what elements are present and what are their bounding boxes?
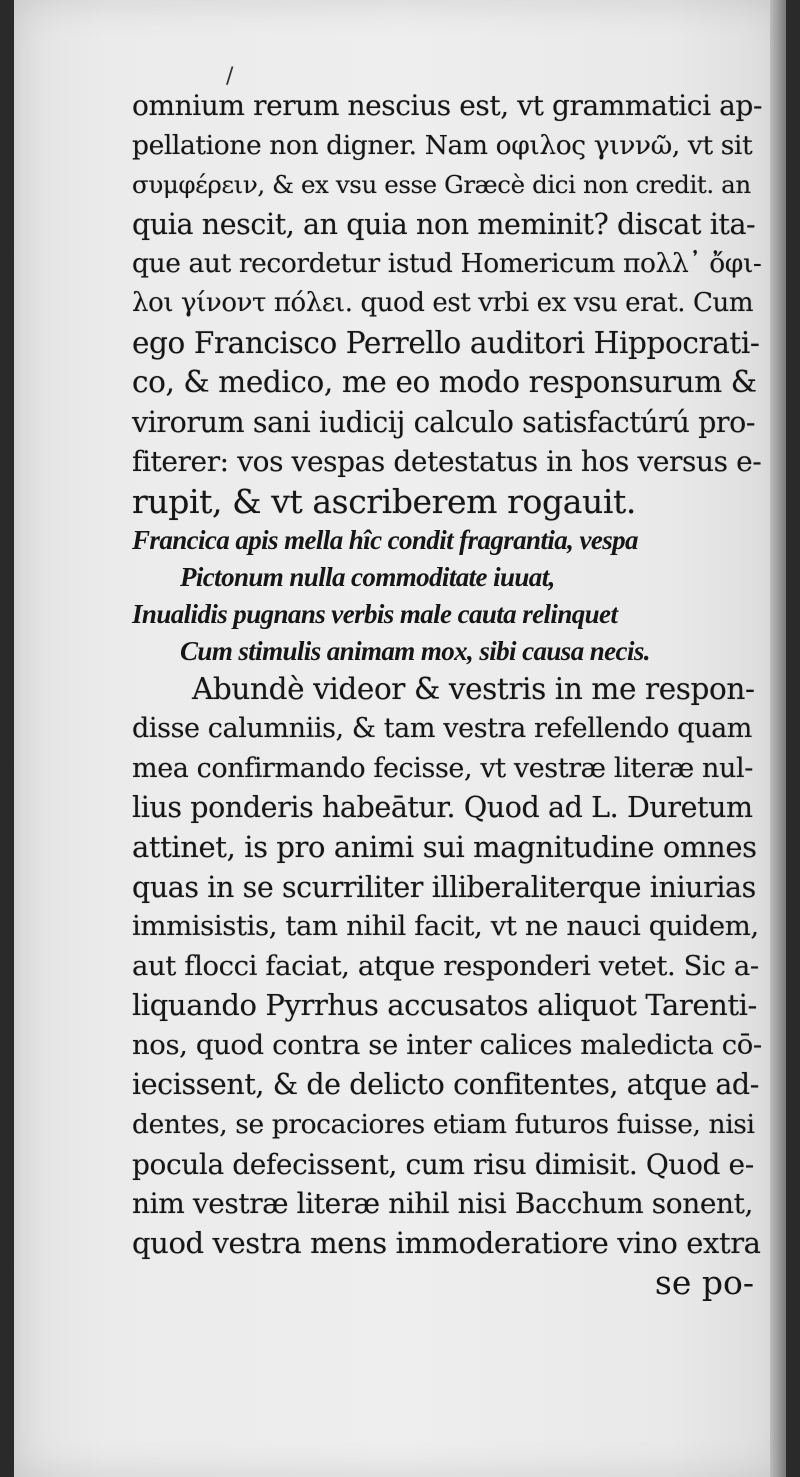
- text-line: aut flocci faciat, atque responderi vetet. Sic a-: [132, 949, 759, 982]
- verse-line: Cum stimulis animam mox, sibi causa necis.: [180, 635, 650, 666]
- text-line: λοι γίνοντ πόλει. quod est vrbi ex vsu erat. Cum: [132, 287, 754, 318]
- text-line: pocula defecissent, cum risu dimisit. Quod e-: [132, 1147, 754, 1181]
- text-line: que aut recordetur istud Homericum πολλ᾽ ὄφι-: [132, 248, 762, 280]
- text-line: ego Francisco Perrello auditori Hippocrati-: [132, 325, 760, 360]
- text-line: quod vestra mens immoderatiore vino extra: [132, 1225, 761, 1260]
- text-line: συμφέρειν, & ex vsu esse Græcè dici non credit. an: [132, 170, 751, 200]
- verse-line: Pictonum nulla commoditate iuuat,: [180, 561, 555, 592]
- text-line: iecissent, & de delicto confitentes, atque ad-: [132, 1068, 759, 1102]
- verse-block: [132, 522, 762, 670]
- page-mark: /: [226, 64, 234, 89]
- text-line: pellatione non digner. Nam οφιλος γιννῶ, vt sit: [132, 129, 753, 161]
- text-line: disse calumniis, & tam vestra refellendo quam: [132, 713, 752, 745]
- text-line: quas in se scurriliter illiberaliterque iniurias: [132, 870, 756, 904]
- text-line: rupit, & vt ascriberem rogauit.: [132, 481, 636, 521]
- text-line: virorum sani iudicij calculo satisfactúrú pro-: [132, 405, 756, 439]
- text-line: immisistis, tam nihil facit, vt ne nauci quidem,: [132, 910, 759, 943]
- verse-line: Inualidis pugnans verbis male cauta relinquet: [132, 598, 618, 629]
- text-line: nos, quod contra se inter calices maledicta cō-: [132, 1028, 762, 1061]
- text-line: lius ponderis habeātur. Quod ad L. Duretum: [132, 791, 753, 825]
- text-line: quia nescit, an quia non meminit? discat ita-: [132, 207, 756, 241]
- prose-block: [132, 86, 762, 522]
- text-line: attinet, is pro animi sui magnitudine omnes: [132, 829, 757, 864]
- closing-block: [132, 670, 762, 1264]
- text-line: mea confirmando fecisse, vt vestræ literæ nul-: [132, 752, 753, 784]
- text-line: fiterer: vos vespas detestatus in hos versus e-: [132, 445, 762, 479]
- verse-line: Francica apis mella hîc condit fragrantia, vespa: [132, 524, 638, 555]
- text-line: dentes, se procaciores etiam futuros fuisse, nisi: [132, 1109, 755, 1141]
- page-text: [132, 86, 762, 1303]
- text-line: omnium rerum nescius est, vt grammatici ap-: [132, 89, 762, 122]
- catchword: se po-: [654, 1263, 754, 1303]
- text-line: liquando Pyrrhus accusatos aliquot Tarenti-: [132, 988, 757, 1023]
- text-line: co, & medico, me eo modo responsurum &: [132, 365, 757, 400]
- text-line: nim vestræ literæ nihil nisi Bacchum sonent,: [132, 1187, 753, 1221]
- book-gutter: [770, 0, 786, 1477]
- text-line: Abundè videor & vestris in me respon-: [192, 671, 755, 706]
